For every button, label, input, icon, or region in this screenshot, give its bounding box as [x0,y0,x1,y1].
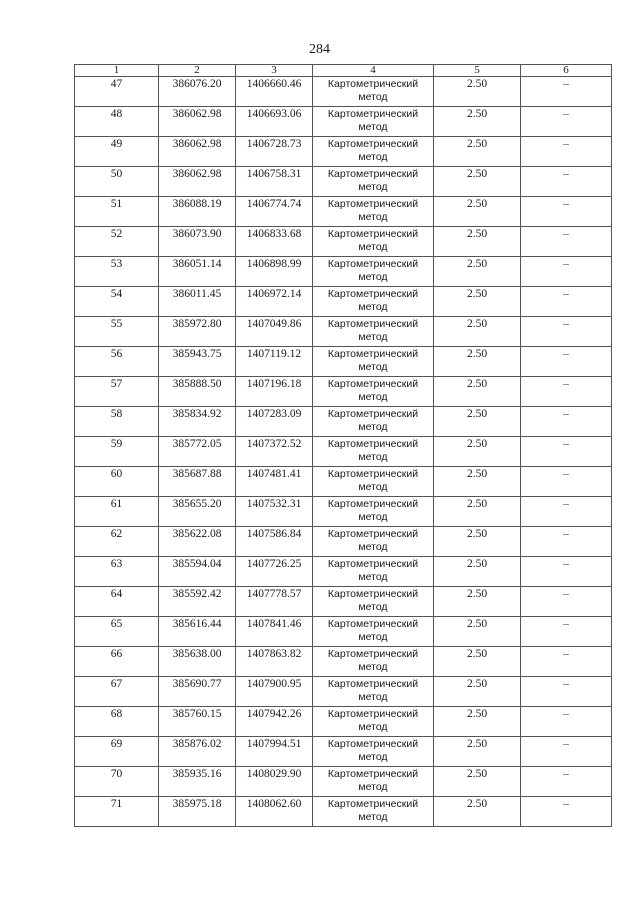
cell-y-coordinate: 1406758.31 [236,167,313,197]
cell-x-coordinate: 386011.45 [159,287,236,317]
cell-accuracy: 2.50 [434,737,521,767]
cell-y-coordinate: 1407196.18 [236,377,313,407]
cell-point-number: 53 [75,257,159,287]
cell-note: – [521,737,612,767]
cell-x-coordinate: 385772.05 [159,437,236,467]
cell-point-number: 71 [75,797,159,827]
cell-note: – [521,437,612,467]
table-row [75,737,612,767]
table-row [75,287,612,317]
cell-point-number: 47 [75,77,159,107]
cell-y-coordinate: 1408062.60 [236,797,313,827]
cell-method: Картометрический метод [313,557,434,587]
table-row [75,707,612,737]
cell-method: Картометрический метод [313,707,434,737]
cell-note: – [521,197,612,227]
cell-note: – [521,167,612,197]
cell-method: Картометрический метод [313,647,434,677]
cell-point-number: 50 [75,167,159,197]
cell-note: – [521,647,612,677]
cell-point-number: 61 [75,497,159,527]
cell-y-coordinate: 1407863.82 [236,647,313,677]
cell-point-number: 64 [75,587,159,617]
cell-method: Картометрический метод [313,107,434,137]
cell-x-coordinate: 386088.19 [159,197,236,227]
cell-method: Картометрический метод [313,197,434,227]
cell-point-number: 60 [75,467,159,497]
header-col-4: 4 [313,65,434,77]
cell-y-coordinate: 1407049.86 [236,317,313,347]
cell-accuracy: 2.50 [434,797,521,827]
cell-accuracy: 2.50 [434,467,521,497]
cell-y-coordinate: 1407841.46 [236,617,313,647]
cell-x-coordinate: 385760.15 [159,707,236,737]
header-col-2: 2 [159,65,236,77]
cell-point-number: 69 [75,737,159,767]
table-row [75,347,612,377]
table-header [75,65,612,77]
cell-note: – [521,257,612,287]
table-row [75,557,612,587]
cell-y-coordinate: 1406972.14 [236,287,313,317]
cell-method: Картометрический метод [313,797,434,827]
cell-y-coordinate: 1407283.09 [236,407,313,437]
header-col-6: 6 [521,65,612,77]
table-row [75,377,612,407]
cell-method: Картометрический метод [313,77,434,107]
cell-point-number: 59 [75,437,159,467]
cell-note: – [521,707,612,737]
cell-accuracy: 2.50 [434,227,521,257]
cell-note: – [521,557,612,587]
page-number: 284 [309,42,330,57]
cell-point-number: 70 [75,767,159,797]
cell-y-coordinate: 1407994.51 [236,737,313,767]
cell-x-coordinate: 385876.02 [159,737,236,767]
cell-x-coordinate: 385687.88 [159,467,236,497]
cell-y-coordinate: 1406774.74 [236,197,313,227]
cell-x-coordinate: 386062.98 [159,137,236,167]
table-row [75,317,612,347]
cell-accuracy: 2.50 [434,767,521,797]
cell-method: Картометрический метод [313,377,434,407]
cell-note: – [521,347,612,377]
cell-x-coordinate: 386051.14 [159,257,236,287]
cell-accuracy: 2.50 [434,617,521,647]
cell-x-coordinate: 385888.50 [159,377,236,407]
table-row [75,257,612,287]
cell-point-number: 67 [75,677,159,707]
cell-point-number: 56 [75,347,159,377]
cell-note: – [521,677,612,707]
cell-y-coordinate: 1407726.25 [236,557,313,587]
cell-method: Картометрический метод [313,767,434,797]
cell-x-coordinate: 385943.75 [159,347,236,377]
cell-x-coordinate: 385834.92 [159,407,236,437]
cell-note: – [521,317,612,347]
cell-accuracy: 2.50 [434,347,521,377]
table-row [75,617,612,647]
table-row [75,107,612,137]
cell-accuracy: 2.50 [434,527,521,557]
cell-point-number: 63 [75,557,159,587]
cell-method: Картометрический метод [313,677,434,707]
cell-method: Картометрический метод [313,587,434,617]
cell-y-coordinate: 1406660.46 [236,77,313,107]
cell-note: – [521,497,612,527]
table-row [75,587,612,617]
cell-method: Картометрический метод [313,407,434,437]
cell-x-coordinate: 385622.08 [159,527,236,557]
cell-point-number: 62 [75,527,159,557]
cell-accuracy: 2.50 [434,317,521,347]
cell-point-number: 48 [75,107,159,137]
cell-method: Картометрический метод [313,317,434,347]
table-row [75,647,612,677]
cell-method: Картометрический метод [313,347,434,377]
cell-method: Картометрический метод [313,227,434,257]
header-col-3: 3 [236,65,313,77]
cell-point-number: 49 [75,137,159,167]
cell-x-coordinate: 385638.00 [159,647,236,677]
table-row [75,797,612,827]
cell-method: Картометрический метод [313,137,434,167]
cell-y-coordinate: 1406898.99 [236,257,313,287]
cell-x-coordinate: 386062.98 [159,167,236,197]
cell-note: – [521,287,612,317]
cell-accuracy: 2.50 [434,377,521,407]
cell-y-coordinate: 1407532.31 [236,497,313,527]
cell-y-coordinate: 1407942.26 [236,707,313,737]
cell-note: – [521,407,612,437]
table-row [75,497,612,527]
table-row [75,467,612,497]
cell-method: Картометрический метод [313,617,434,647]
cell-y-coordinate: 1407586.84 [236,527,313,557]
cell-method: Картометрический метод [313,527,434,557]
cell-y-coordinate: 1408029.90 [236,767,313,797]
cell-note: – [521,797,612,827]
table-row [75,227,612,257]
cell-accuracy: 2.50 [434,287,521,317]
cell-method: Картометрический метод [313,467,434,497]
cell-x-coordinate: 385616.44 [159,617,236,647]
cell-point-number: 58 [75,407,159,437]
cell-y-coordinate: 1407372.52 [236,437,313,467]
header-row [75,65,612,77]
cell-point-number: 51 [75,197,159,227]
cell-point-number: 65 [75,617,159,647]
cell-x-coordinate: 385935.16 [159,767,236,797]
table-row [75,407,612,437]
cell-accuracy: 2.50 [434,77,521,107]
cell-accuracy: 2.50 [434,497,521,527]
cell-point-number: 54 [75,287,159,317]
cell-note: – [521,617,612,647]
cell-accuracy: 2.50 [434,557,521,587]
cell-method: Картометрический метод [313,167,434,197]
cell-method: Картометрический метод [313,737,434,767]
table-row [75,437,612,467]
cell-x-coordinate: 386062.98 [159,107,236,137]
cell-point-number: 55 [75,317,159,347]
table-row [75,527,612,557]
cell-y-coordinate: 1406728.73 [236,137,313,167]
cell-y-coordinate: 1407119.12 [236,347,313,377]
table-row [75,767,612,797]
table-body [75,77,612,827]
cell-accuracy: 2.50 [434,197,521,227]
coordinates-table [74,64,612,827]
cell-x-coordinate: 386076.20 [159,77,236,107]
cell-accuracy: 2.50 [434,137,521,167]
cell-method: Картометрический метод [313,497,434,527]
cell-accuracy: 2.50 [434,257,521,287]
cell-note: – [521,527,612,557]
cell-note: – [521,77,612,107]
table-row [75,167,612,197]
cell-y-coordinate: 1407778.57 [236,587,313,617]
cell-note: – [521,467,612,497]
cell-x-coordinate: 385592.42 [159,587,236,617]
cell-note: – [521,377,612,407]
cell-accuracy: 2.50 [434,677,521,707]
cell-accuracy: 2.50 [434,647,521,677]
cell-note: – [521,137,612,167]
header-col-1: 1 [75,65,159,77]
cell-x-coordinate: 386073.90 [159,227,236,257]
cell-y-coordinate: 1407481.41 [236,467,313,497]
cell-y-coordinate: 1406833.68 [236,227,313,257]
cell-point-number: 52 [75,227,159,257]
cell-point-number: 68 [75,707,159,737]
cell-accuracy: 2.50 [434,167,521,197]
cell-x-coordinate: 385972.80 [159,317,236,347]
cell-y-coordinate: 1406693.06 [236,107,313,137]
cell-note: – [521,587,612,617]
cell-note: – [521,767,612,797]
cell-x-coordinate: 385690.77 [159,677,236,707]
cell-note: – [521,227,612,257]
cell-x-coordinate: 385975.18 [159,797,236,827]
cell-accuracy: 2.50 [434,407,521,437]
cell-x-coordinate: 385655.20 [159,497,236,527]
header-col-5: 5 [434,65,521,77]
table-row [75,197,612,227]
cell-accuracy: 2.50 [434,587,521,617]
cell-method: Картометрический метод [313,437,434,467]
cell-accuracy: 2.50 [434,107,521,137]
table-row [75,677,612,707]
table-row [75,77,612,107]
cell-x-coordinate: 385594.04 [159,557,236,587]
cell-note: – [521,107,612,137]
table-row [75,137,612,167]
cell-accuracy: 2.50 [434,707,521,737]
cell-y-coordinate: 1407900.95 [236,677,313,707]
cell-accuracy: 2.50 [434,437,521,467]
cell-point-number: 57 [75,377,159,407]
cell-point-number: 66 [75,647,159,677]
cell-method: Картометрический метод [313,287,434,317]
cell-method: Картометрический метод [313,257,434,287]
